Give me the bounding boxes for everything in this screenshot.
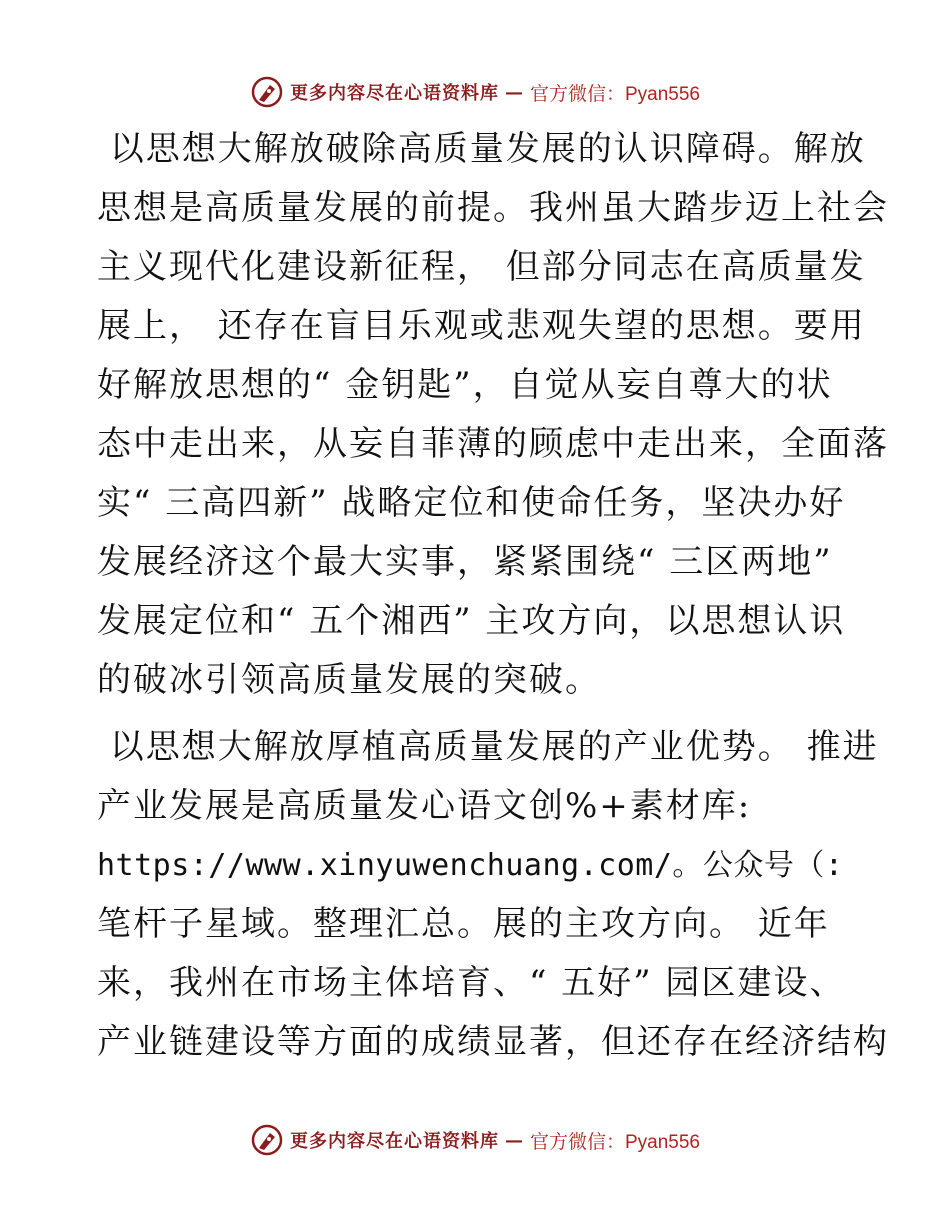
footer-banner [0, 1120, 950, 1160]
banner-contact: 官方微信：Pyan556 [529, 83, 700, 105]
text-line: 的破冰引领高质量发展的突破。 [97, 660, 601, 700]
banner-brand: 更多内容尽在心语资料库 [289, 83, 499, 104]
banner-separator: — [504, 1129, 524, 1151]
paragraph-spacer [97, 710, 853, 718]
text-line: 发展经济这个最大实事，紧紧围绕“ 三区两地” [97, 542, 833, 582]
document-body [97, 120, 889, 1072]
text-line: 展上， 还存在盲目乐观或悲观失望的思想。要用 [97, 306, 866, 346]
url-line: https://www.xinyuwenchuang.com/。公众号（: [97, 848, 844, 883]
text-line: 思想是高质量发展的前提。我州虽大踏步迈上社会 [97, 188, 889, 228]
text-line: 产业链建设等方面的成绩显著，但还存在经济结构 [97, 1022, 889, 1062]
text-line: 以思想大解放破除高质量发展的认识障碍。解放 [97, 129, 866, 169]
banner-contact: 官方微信：Pyan556 [529, 1131, 700, 1153]
text-line: 好解放思想的“ 金钥匙”，自觉从妄自尊大的状 [97, 365, 833, 405]
banner-brand: 更多内容尽在心语资料库 [289, 1131, 499, 1152]
banner-separator: — [504, 81, 524, 103]
paragraph-1 [97, 120, 889, 710]
text-line: 笔杆子星域。整理汇总。展的主攻方向。 近年 [97, 904, 830, 944]
text-line: 实“ 三高四新” 战略定位和使命任务，坚决办好 [97, 483, 846, 523]
pen-nib-logo-icon [250, 75, 284, 109]
text-line: 主义现代化建设新征程， 但部分同志在高质量发 [97, 247, 866, 287]
text-line: 以思想大解放厚植高质量发展的产业优势。 推进 [97, 727, 879, 767]
text-line: 产业发展是高质量发心语文创%+素材库: [97, 786, 752, 826]
text-line: 来，我州在市场主体培育、“ 五好” 园区建设、 [97, 963, 846, 1003]
paragraph-2 [97, 718, 889, 1072]
pen-nib-logo-icon [250, 1123, 284, 1157]
text-line: 发展定位和“ 五个湘西” 主攻方向，以思想认识 [97, 601, 846, 641]
header-banner [0, 72, 950, 112]
text-line: 态中走出来，从妄自菲薄的顾虑中走出来，全面落 [97, 424, 889, 464]
